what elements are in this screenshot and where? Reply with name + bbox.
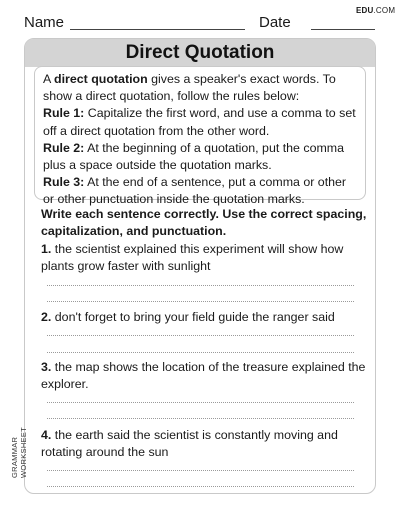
logo-suffix: .COM [373,6,396,15]
rules-intro-term: direct quotation [54,72,148,86]
rules-intro-a: A [43,72,55,86]
rule-3 [43,174,359,208]
answer-line [47,486,354,487]
answer-line [47,301,354,302]
question-1 [41,241,371,275]
question-2-text: don't forget to bring your field guide the ranger said [51,310,335,324]
answer-line [47,352,354,353]
answer-line [47,418,354,419]
question-3-number: 3. [41,360,52,374]
rule-2 [43,140,359,174]
page-title: Direct Quotation [125,42,275,63]
rule-3-label: Rule 3: [43,175,85,190]
logo-main: EDU [356,6,374,15]
date-label: Date [259,14,291,31]
worksheet-panel [24,38,376,494]
logo [356,6,395,15]
question-4 [41,427,371,461]
instructions: Write each sentence correctly. Use the correct spacing, capitalization, and punctuation. [41,207,367,238]
answer-line [47,285,354,286]
worksheet-header [0,0,400,36]
rule-2-label: Rule 2: [43,140,85,155]
answer-line [47,335,354,336]
rule-1 [43,105,359,139]
rule-1-text: Capitalize the first word, and use a comma to set off a direct quotation from the other word. [43,106,356,138]
rules-intro [43,71,359,105]
name-line [70,29,245,30]
question-1-text: the scientist explained this experiment will show how plants grow faster with sunlight [41,242,344,273]
question-4-text: the earth said the scientist is constantly moving and rotating around the sun [41,428,338,459]
rules-intro-b: gives a speaker's exact words. To show a direct quotation, follow the rules below: [43,72,336,104]
rule-3-text: At the end of a sentence, put a comma or other or other punctuation inside the quotation marks. [43,175,347,207]
date-line [311,29,375,30]
rule-2-text: At the beginning of a quotation, put the comma plus a space outside the quotation marks. [43,140,345,173]
rule-1-label: Rule 1: [43,106,85,121]
answer-line [47,470,354,471]
question-2 [41,309,371,326]
rules-box [34,66,366,207]
question-1-number: 1. [41,242,52,256]
side-label: GRAMMAR WORKSHEET [10,426,28,478]
question-3-text: the map shows the location of the treasure explained the explorer. [41,360,366,391]
name-label: Name [24,14,65,31]
question-3 [41,359,371,393]
question-2-number: 2. [41,310,52,324]
question-4-number: 4. [41,428,52,442]
answer-line [47,402,354,403]
